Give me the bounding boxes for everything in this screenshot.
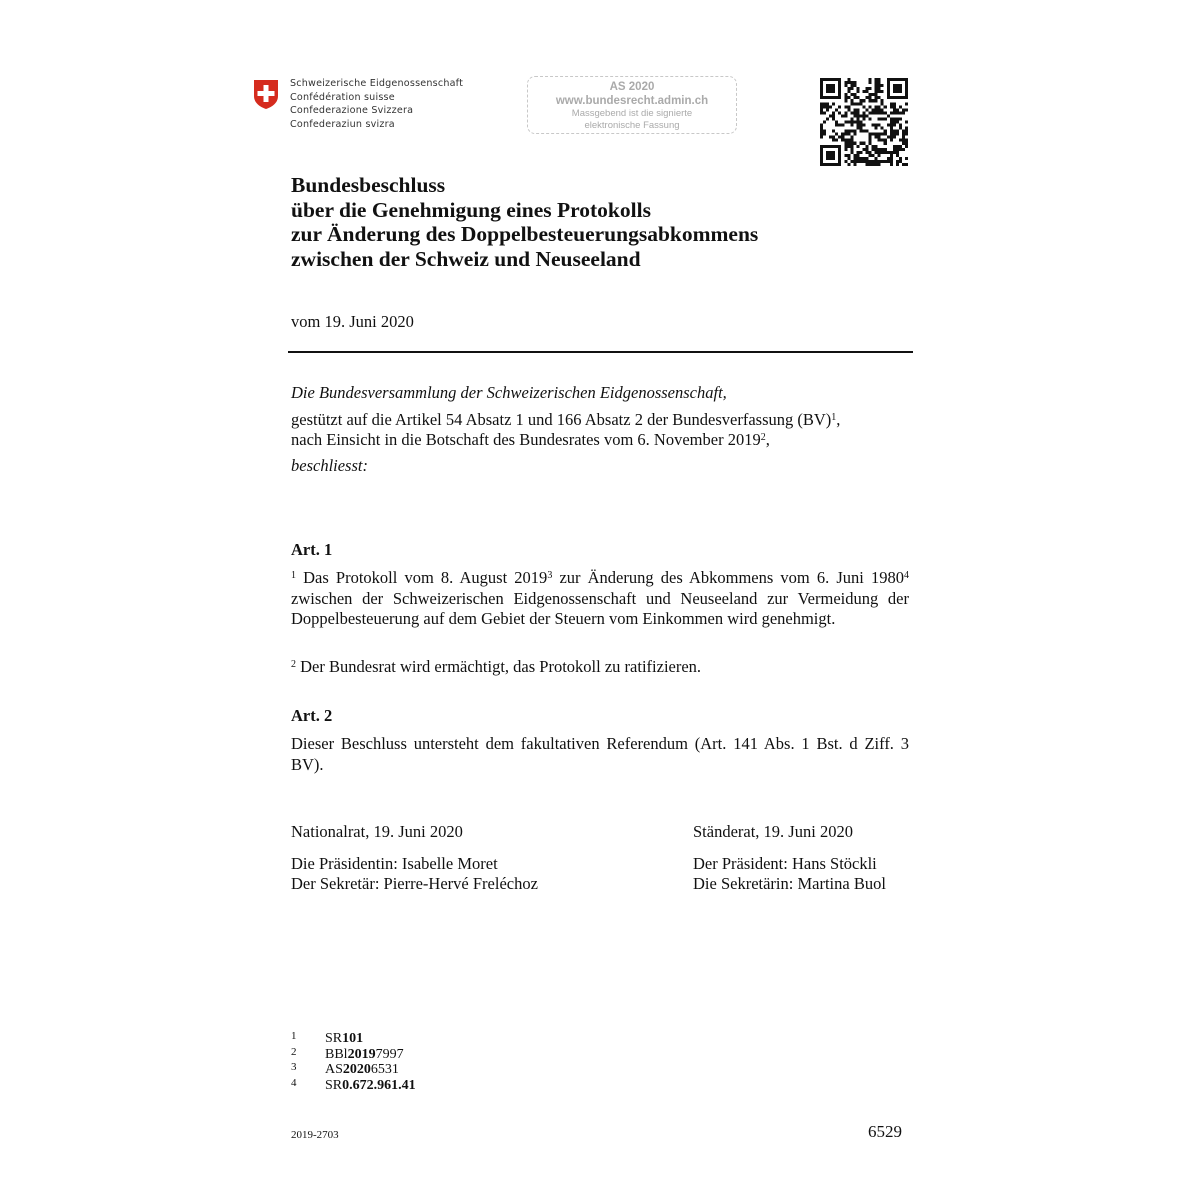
footnote-ref-1[interactable]: 1 (831, 412, 837, 423)
confederation-name-fr: Confédération suisse (290, 91, 395, 103)
article-1-paragraph-2: $^2$ Der Bundesrat wird ermächtigt, das Protokoll zu ratifizieren. (291, 657, 702, 676)
signature-nationalrat (291, 822, 538, 895)
signature-staenderat (693, 822, 886, 895)
title-line-3: zur Änderung des Doppelbesteuerungsabkommens (291, 222, 759, 246)
article-2-text: Dieser Beschluss untersteht dem fakultativen Referendum (Art. 141 Abs. 1 Bst. d Ziff. 3 BV). (291, 734, 909, 774)
preamble-decides: beschliesst: (291, 456, 368, 475)
signature-secretary: Die Sekretärin: Martina Buol (693, 874, 886, 893)
document-date: vom 19. Juni 2020 (291, 312, 414, 331)
signature-place: Nationalrat, 19. Juni 2020 (291, 822, 463, 841)
title-line-4: zwischen der Schweiz und Neuseeland (291, 246, 641, 271)
preamble-message: nach Einsicht in die Botschaft des Bundesrates vom 6. November 2019$^2$, (291, 430, 770, 449)
page-number: 6529 (868, 1122, 902, 1141)
signature-president: Der Präsident: Hans Stöckli (693, 853, 877, 873)
confederation-name-rm: Confederaziun svizra (290, 118, 395, 130)
qr-code-icon (820, 78, 908, 166)
title-line-1: Bundesbeschluss (291, 173, 446, 197)
footnote-1: 1 SR 101 (291, 1030, 364, 1046)
footnotes (291, 1031, 416, 1093)
confederation-name-de: Schweizerische Eidgenossenschaft (290, 78, 464, 89)
signature-place: Ständerat, 19. Juni 2020 (693, 822, 853, 841)
article-1-paragraph-1: $^1$ Das Protokoll vom 8. August 2019$^3$ zur Änderung des Abkommens vom 6. Juni 1980$^4$ zwischen der Schweizerischen Eidgenossenschaft und Neuseeland zur Vermeidung der Doppelbesteuerung auf dem Gebiet der Steuern vom Einkommen wird genehmigt. (291, 568, 909, 628)
confederation-names (290, 77, 463, 131)
footnote-4: 4 SR 0.672.961.41 (291, 1076, 416, 1093)
footnote-3: 3 AS 2020 6531 (291, 1061, 399, 1078)
title-divider (288, 351, 913, 353)
stamp-as-number: AS 2020 (609, 81, 655, 93)
swiss-cross-icon (252, 78, 280, 110)
footnote-ref-2[interactable]: 2 (760, 432, 766, 443)
footnote-ref-3[interactable]: 3 (547, 570, 553, 581)
footnote-2: 2 BBl 2019 7997 (291, 1045, 404, 1062)
stamp-url: www.bundesrecht.admin.ch (555, 95, 709, 107)
footnote-ref-4[interactable]: 4 (904, 570, 909, 581)
confederation-name-it: Confederazione Svizzera (290, 105, 414, 116)
signature-president: Die Präsidentin: Isabelle Moret (291, 853, 498, 873)
title-line-2: über die Genehmigung eines Protokolls (291, 197, 651, 222)
preamble-legal-basis: gestützt auf die Artikel 54 Absatz 1 und 166 Absatz 2 der Bundesverfassung (BV)$^1$, (291, 410, 841, 429)
document-number: 2019-2703 (291, 1129, 339, 1141)
preamble-assembly: Die Bundesversammlung der Schweizerischen Eidgenossenschaft, (291, 383, 727, 402)
article-1-heading: Art. 1 (291, 540, 333, 559)
article-2-heading: Art. 2 (291, 706, 333, 725)
stamp-note-2: elektronische Fassung (584, 119, 680, 131)
stamp-note-1: Massgebend ist die signierte (571, 108, 693, 119)
document-title (291, 173, 758, 271)
signature-secretary: Der Sekretär: Pierre-Hervé Freléchoz (291, 874, 538, 893)
official-publication-stamp (527, 76, 737, 134)
